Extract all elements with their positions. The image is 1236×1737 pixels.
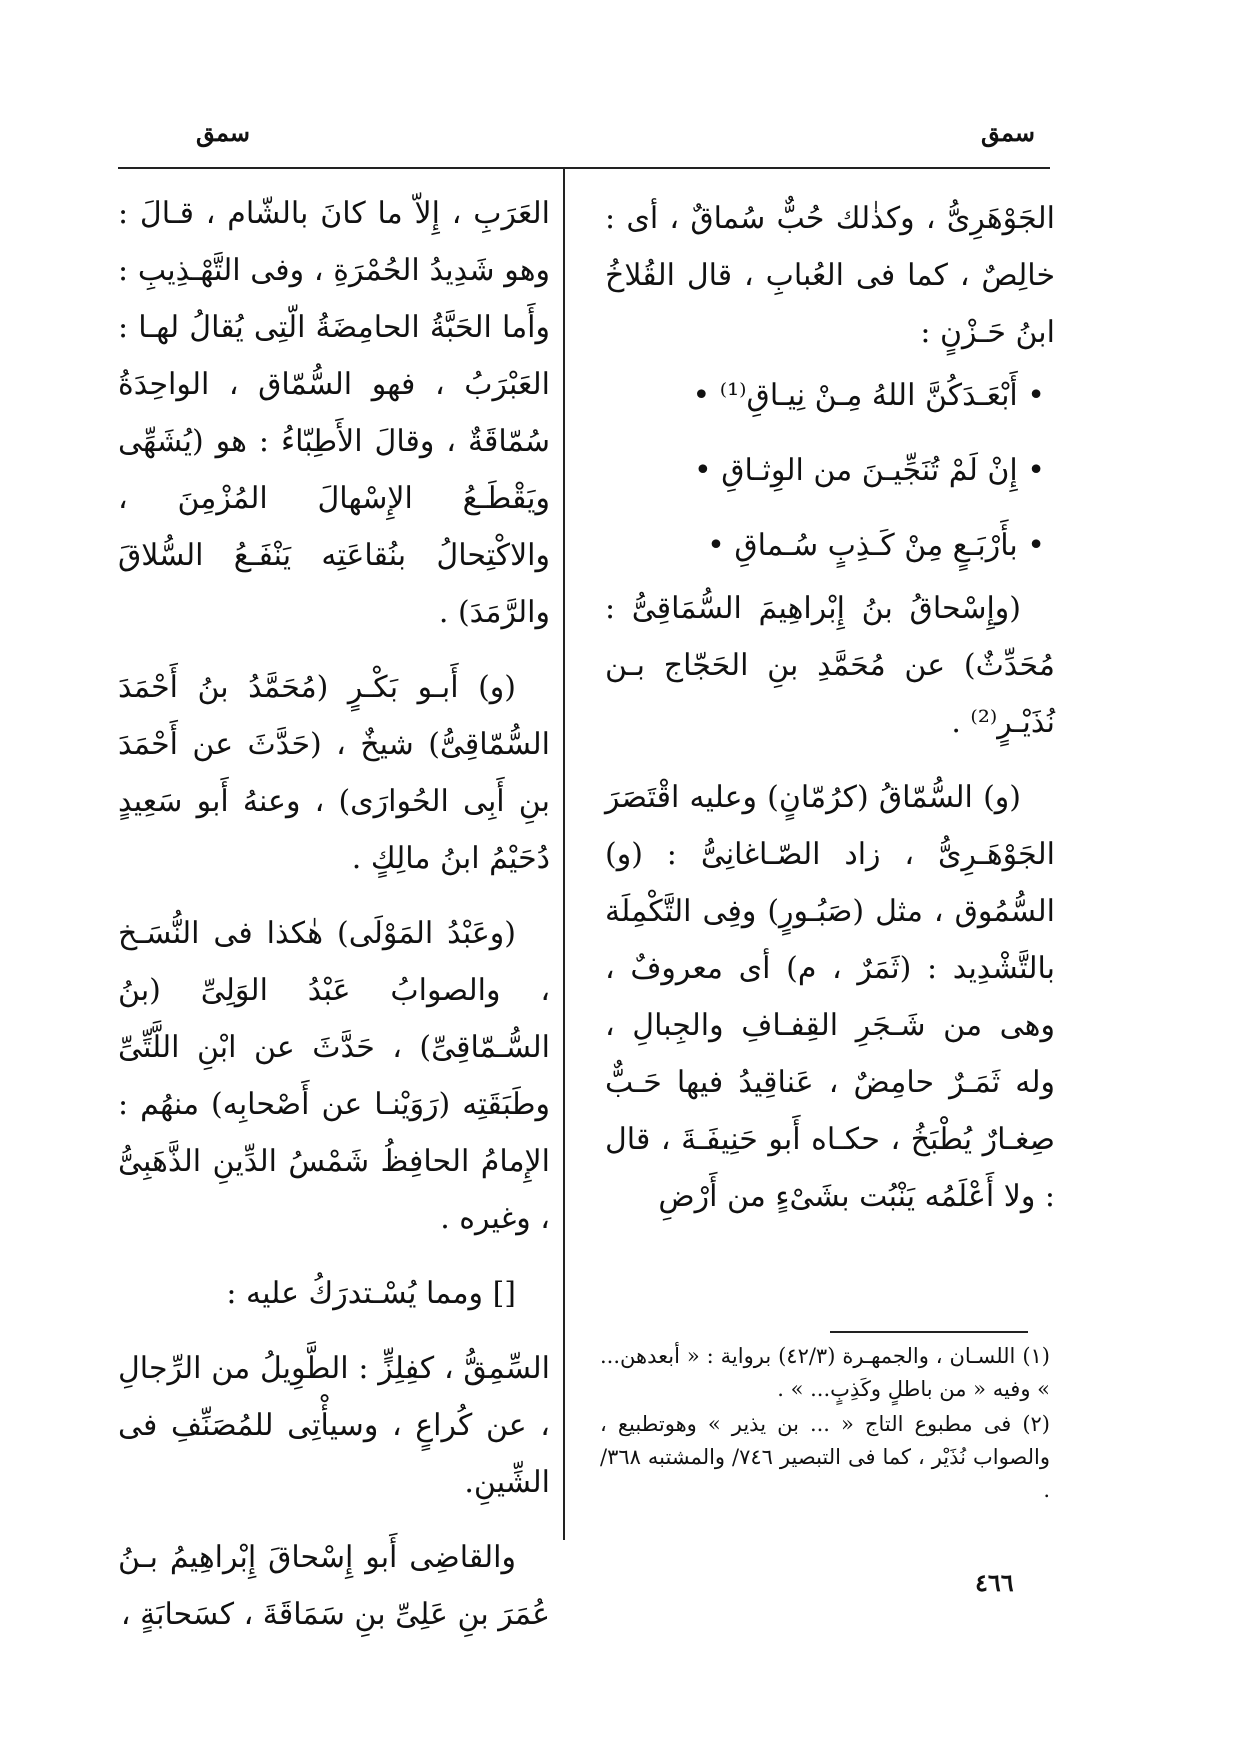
right-paragraph-1: الجَوْهَرِىُّ ، وكذٰلك حُبٌّ سُماقٌ ، أى : خالِصٌ ، كما فى العُبابِ ، قال القُلاخُ ابنُ حَـزْنٍ : [605, 201, 1055, 350]
running-head-right: سمق [981, 118, 1035, 147]
left-paragraph-4: [] ومما يُسْـتدرَكُ عليه : [226, 1276, 516, 1311]
footnotes [600, 1340, 1050, 1507]
running-head-left: سمق [196, 118, 250, 147]
right-paragraph-3: (و) السُّمّاقُ (كرُمّانٍ) وعليه اقْتَصَرَ الجَوْهَـرِىُّ ، زاد الصّـاغانِىُّ : (و) السُّمُوق ، مثل (صَبُـورٍ) وفِى التَّكْمِلَة بالتَّشْدِيد : (ثَمَرٌ ، م) أى معروفٌ ، وهى من شَـجَرِ القِفـافِ والجِبالِ ، وله ثَمَـرٌ حامِضٌ ، عَناقِيدُ فيها حَـبٌّ صِغـارٌ يُطْبَخُ ، حكـاه أَبو حَنِيفَـةَ ، قال : ولا أَعْلَمُه يَنْبُت بشَىْءٍ من أَرْضِ [605, 780, 1055, 1214]
column-divider [563, 168, 565, 1540]
left-paragraph-2: (و) أَبـو بَكْـرٍ (مُحَمَّدُ بنُ أَحْمَدَ السُّمّاقِىُّ) شيخٌ ، (حَدَّثَ عن أَحْمَدَ بنِ أَبِى الحُوارَى) ، وعنهُ أَبو سَعِيدٍ دُحَيْمُ ابنُ مالِكٍ . [118, 670, 550, 876]
footnote-rule [830, 1331, 1028, 1333]
page-number: ٤٦٦ [975, 1568, 1014, 1597]
footnote-2: (٢) فى مطبوع التاج « ... بن يذير » وهوتطبيع ، والصواب نُذَيْر ، كما فى التبصير ٧٤٦/ والمشتبه ٣٦٨/ . [600, 1412, 1051, 1502]
left-paragraph-6: والقاضِى أَبو إِسْحاقَ إِبْراهِيمُ بـنُ عُمَرَ بنِ عَلِىِّ بنِ سَمَاقَةَ ، كسَحابَةٍ ، [118, 1540, 550, 1632]
right-column [605, 190, 1055, 1225]
verse-line-2: • إِنْ لَمْ تُنَجِّيـنَ من الوِثـاقِ • [605, 442, 1055, 499]
right-paragraph-2: (وإِسْحاقُ بنُ إِبْراهِيمَ السُّمَاقِىُّ : مُحَدِّثٌ) عن مُحَمَّدِ بنِ الحَجّاج بـن نُذَيْـرٍ⁽²⁾ . [605, 591, 1055, 740]
header-rule [118, 167, 1050, 169]
left-column [118, 185, 550, 1643]
footnote-1: (١) اللسـان ، والجمهـرة (٤٢/٣) برواية : « أبعدهن... » وفيه « من باطلٍ وكَذِبٍ... » . [600, 1344, 1050, 1401]
left-paragraph-3: (وعَبْدُ المَوْلَى) هٰكذا فى النُّسَـخ ، والصوابُ عَبْدُ الوَلِىِّ (بنُ السُّـمّاقِىِّ) ، حَدَّثَ عن ابْنِ اللَّتِّىِّ وطَبَقَتِه (رَوَيْنـا عن أَصْحابِه) منهُم : الإِمامُ الحافِظُ شَمْسُ الدِّينِ الذَّهَبِىُّ ، وغيره . [118, 916, 550, 1236]
left-paragraph-1: العَرَبِ ، إِلاّ ما كانَ بالشّام ، قـالَ : وهو شَدِيدُ الحُمْرَةِ ، وفى التَّهْـذِيبِ : وأَما الحَبَّةُ الحامِضَةُ الّتِى يُقالُ لهـا : العَبْرَبُ ، فهو السُّمّاق ، الواحِدَةُ سُمّاقَةٌ ، وقالَ الأَطِبّاءُ : هو (يُشَهِّى ويَقْطَـعُ الإِسْهالَ المُزْمِنَ ، والاكْتِحالُ بنُقاعَتِه يَنْفَـعُ السُّلاقَ والرَّمَدَ) . [118, 196, 550, 630]
verse-line-1: • أَبْعَـدَكُنَّ اللهُ مِـنْ نِيـاقِ⁽¹⁾ • [605, 367, 1055, 424]
left-paragraph-5: السِّمِقُّ ، كفِلِزٍّ : الطَّوِيلُ من الرِّجالِ ، عن كُراعٍ ، وسيأْتِى للمُصَنِّفِ فى الشِّينِ. [118, 1351, 550, 1500]
verse-line-3: • بأَرْبَـعٍ مِنْ كَـذِبٍ سُـماقِ • [605, 517, 1055, 574]
